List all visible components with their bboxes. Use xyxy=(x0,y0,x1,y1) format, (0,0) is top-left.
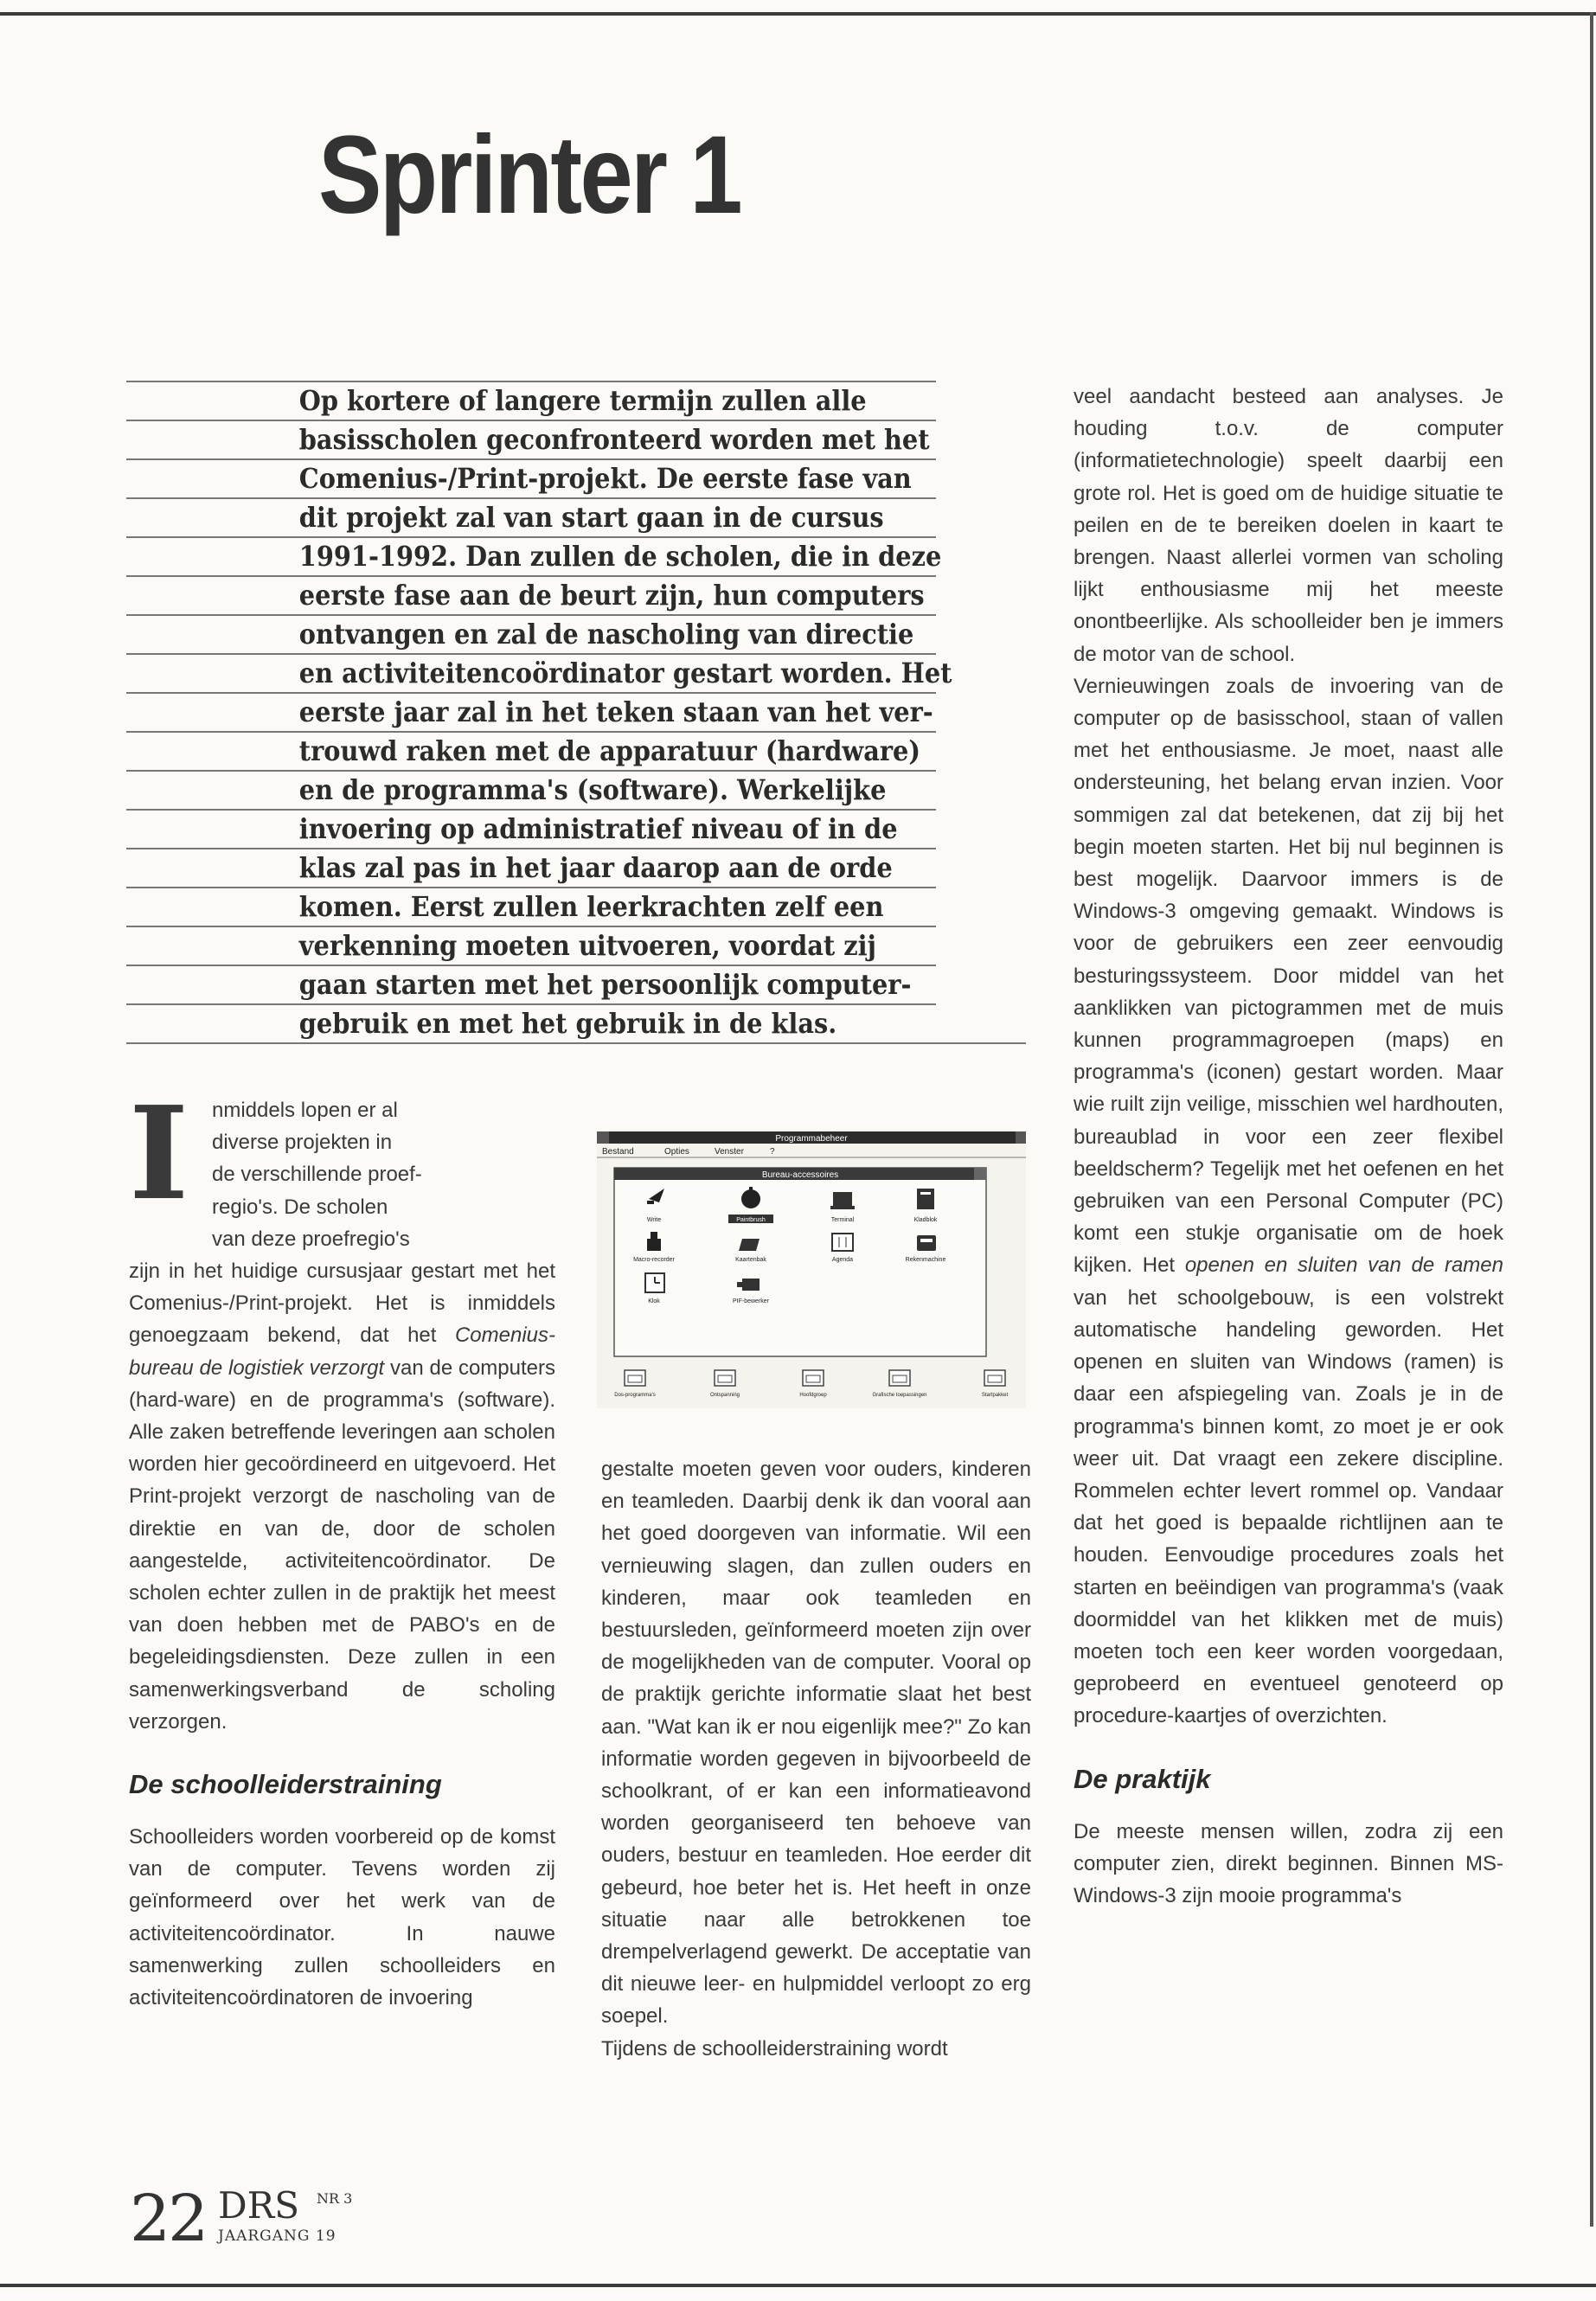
intro-line: trouwd raken met de apparatuur (hardware) xyxy=(126,731,936,770)
program-manager-figure xyxy=(597,1131,1026,1408)
icon-label: Rekenmachine xyxy=(905,1257,946,1263)
bottom-border xyxy=(0,2284,1596,2287)
menu-item: Bestand xyxy=(602,1147,634,1157)
group-label: Ontspanning xyxy=(709,1393,740,1398)
col1-paragraph-1 xyxy=(129,1255,555,1738)
right-border xyxy=(1590,12,1593,2227)
dropcap-line: nmiddels lopen er al xyxy=(212,1099,398,1122)
intro-line: invoering op administratief niveau of in de xyxy=(126,809,936,848)
icon-label: Kladblok xyxy=(913,1217,938,1223)
intro-line: eerste fase aan de beurt zijn, hun computers xyxy=(126,575,936,614)
dropcap-line: diverse projekten in xyxy=(212,1131,393,1155)
icon-label: Kaartenbak xyxy=(735,1257,766,1263)
page-number: 22 xyxy=(130,2182,207,2256)
issue-number: NR 3 xyxy=(317,2190,353,2207)
icon-label: Write xyxy=(646,1217,662,1223)
clock-icon xyxy=(645,1273,664,1292)
group-title-text: Bureau-accessoires xyxy=(761,1170,839,1180)
col1-paragraph-2: Schoolleiders worden voorbereid op de komst van de computer. Tevens worden zij geïnformeerd over het werk van de activiteitencoördinator. In nauwe samenwerking zullen schoolleiders en activiteitencoördinatoren de invoering xyxy=(129,1825,555,2010)
col2-paragraph-1: gestalte moeten geven voor ouders, kinderen en teamleden. Daarbij denk ik dan vooral aan het goed doorgeven van informatie. Wil een vernieuwing slagen, dan zullen ouders en kinderen, maar ook teamleden en bestuursleden, geïnformeerd moeten zijn over de mogelijkheden van de computer. Vooral op de praktijk gerichte informatie slaat het best aan. "Wat kan ik er nou eigenlijk mee?" Zo kan informatie worden gegeven in bijvoorbeeld de schoolkrant, of er kan een informatieavond worden georganiseerd ten behoeve van ouders, bestuur en teamleden. Hoe eerder dit gebeurd, hoe beter het is. Het heeft in onze situatie naar alle betrokkenen toe drempelverlagend gewerkt. De acceptatie van dit nieuwe leer- en hulpmiddel verloopt zo erg soepel. xyxy=(601,1458,1031,2029)
col2-paragraph-2: Tijdens de schoolleiderstraining wordt xyxy=(601,2036,948,2061)
program-group-icon xyxy=(625,1370,645,1386)
volume-label: JAARGANG 19 xyxy=(218,2227,337,2245)
col1-text-italic: Comenius-bureau de logistiek verzorgt xyxy=(129,1324,555,1380)
dropcap-letter: I xyxy=(129,1078,189,1228)
terminal-icon xyxy=(830,1192,855,1209)
icon-label-selected: Paintbrush xyxy=(736,1217,766,1223)
col3-text-italic: openen en sluiten van de ramen xyxy=(1184,1253,1503,1278)
icon-label: PIF-bewerker xyxy=(732,1298,770,1304)
program-group-icon xyxy=(984,1370,1005,1386)
menu-item: Opties xyxy=(664,1147,689,1157)
col3-paragraph-3: De meeste mensen willen, zodra zij een computer zien, direkt beginnen. Binnen MS-Windows-3 zijn mooie programma's xyxy=(1074,1819,1503,1907)
column-2 xyxy=(601,1453,1031,2065)
magazine-name: DRS xyxy=(218,2184,300,2227)
cardfile-icon xyxy=(739,1239,760,1251)
dropcap-paragraph xyxy=(129,1078,555,1255)
intro-line: eerste jaar zal in het teken staan van het ver- xyxy=(126,692,936,731)
group-label: Dos-programma's xyxy=(614,1393,656,1398)
col3-text-b: van het schoolgebouw, is een volstrekt automatische handeling geworden. Het openen en sluiten van Windows (ramen) is daar een afspiegeling van. Zoals je in de programma's binnen komt, zo moet je er ook weer uit. Dat vraagt een zekere discipline. Rommelen echter levert rommel op. Vandaar dat het goed is bepaalde richtlijnen aan te houden. Eenvoudige procedures zoals het starten en beëindigen van programma's (vaak doormiddel van het klikken met de muis) moeten toch een keer worden voorgedaan, geprobeerd en eventueel genoteerd op procedure-kaartjes of overzichten. xyxy=(1074,1285,1503,1728)
top-border xyxy=(0,12,1596,16)
group-label: Startpakket xyxy=(981,1393,1009,1398)
col1-text-a: zijn in het huidige cursusjaar gestart met het Comenius-/Print-projekt. Het is inmiddels genoegzaam bekend, dat het xyxy=(129,1259,555,1348)
article-title: Sprinter 1 xyxy=(318,113,741,237)
intro-line: en activiteitencoördinator gestart worden. Het xyxy=(126,653,936,692)
dropcap-line: de verschillende proef- xyxy=(212,1163,422,1187)
col3-paragraph-1: veel aandacht besteed aan analyses. Je houding t.o.v. de computer (informatietechnologie) speelt daarbij een grote rol. Het is goed om de huidige situatie te peilen en de te bereiken doelen in kaart te brengen. Naast allerlei vormen van scholing lijkt enthousiasme mij het meeste onontbeerlijke. Als schoolleider ben je immers de motor van de school. xyxy=(1074,385,1503,666)
intro-line: komen. Eerst zullen leerkrachten zelf een xyxy=(126,887,936,926)
menu-item: Venster xyxy=(715,1147,744,1157)
icon-label: Macro-recorder xyxy=(633,1257,675,1263)
intro-line: ontvangen en zal de nascholing van directie xyxy=(126,614,936,653)
group-label: Hoofdgroep xyxy=(799,1393,827,1398)
program-group-icon xyxy=(715,1370,735,1386)
menu-item: ? xyxy=(770,1147,775,1157)
program-group-icon xyxy=(889,1370,910,1386)
intro-block xyxy=(126,381,1026,1046)
intro-line: 1991-1992. Dan zullen de scholen, die in deze xyxy=(126,536,936,575)
intro-line: Comenius-/Print-projekt. De eerste fase van xyxy=(126,458,936,497)
intro-line: klas zal pas in het jaar daarop aan de orde xyxy=(126,848,936,887)
intro-rule xyxy=(126,1042,1026,1046)
program-group-icon xyxy=(803,1370,824,1386)
icon-label: Agenda xyxy=(831,1257,854,1263)
group-label: Grafische toepassingen xyxy=(872,1393,927,1398)
dropcap-line: van deze proefregio's xyxy=(212,1227,410,1251)
dropcap-line: regio's. De scholen xyxy=(212,1195,388,1219)
column-1 xyxy=(129,1078,556,2014)
intro-line: Op kortere of langere termijn zullen alle xyxy=(126,381,936,420)
notepad-icon xyxy=(917,1189,934,1209)
window-title-text: Programmabeheer xyxy=(775,1134,848,1144)
intro-line: en de programma's (software). Werkelijke xyxy=(126,770,936,809)
icon-label: Klok xyxy=(648,1298,660,1304)
column-3 xyxy=(1074,381,1503,1912)
intro-line: verkenning moeten uitvoeren, voordat zij xyxy=(126,926,936,965)
col3-paragraph-2 xyxy=(1074,670,1503,1733)
calendar-icon xyxy=(832,1234,853,1251)
heading-de-praktijk: De praktijk xyxy=(1074,1763,1211,1794)
intro-line: gaan starten met het persoonlijk computer- xyxy=(126,965,936,1003)
col1-text-b: van de computers (hard-ware) en de programma's (software). Alle zaken betreffende leveringen aan scholen worden hier gecoördineerd en uitgevoerd. Het Print-projekt verzorgt de nascholing van de direktie en van de, door de scholen aangestelde, activiteitencoördinator. De scholen echter zullen in de praktijk het meest van doen hebben met de PABO's en de begeleidingsdiensten. Deze zullen in een samenwerkingsverband de scholing verzorgen. xyxy=(129,1356,556,1734)
intro-line: gebruik en met het gebruik in de klas. xyxy=(126,1003,936,1042)
intro-line: basisscholen geconfronteerd worden met het xyxy=(126,420,936,458)
icon-label: Terminal xyxy=(830,1217,855,1223)
calculator-icon xyxy=(917,1235,936,1251)
heading-schoolleiderstraining: De schoolleiderstraining xyxy=(129,1769,442,1800)
col3-text-a: Vernieuwingen zoals de invoering van de computer op de basisschool, staan of vallen met het enthousiasme. Je moet, naast alle ondersteuning, het belang ervan inzien. Voor sommigen zal dat betekenen, dat zij bij het begin moeten starten. Het bij nul beginnen is best mogelijk. Daarvoor immers is de Windows-3 omgeving gemaakt. Windows is voor de gebruikers een zeer eenvoudig besturingssysteem. Door middel van het aanklikken van pictogrammen met de muis kunnen programmagroepen (maps) en programma's (iconen) gestart worden. Maar wie ruilt zijn veilige, misschien wel hardhouten, bureaublad in voor een zeer flexibel beeldscherm? Tegelijk met het oefenen en het gebruiken van een Personal Computer (PC) komt een stukje organisatie om de hoek kijken. Het xyxy=(1074,674,1503,1278)
intro-line: dit projekt zal van start gaan in de cursus xyxy=(126,497,936,536)
